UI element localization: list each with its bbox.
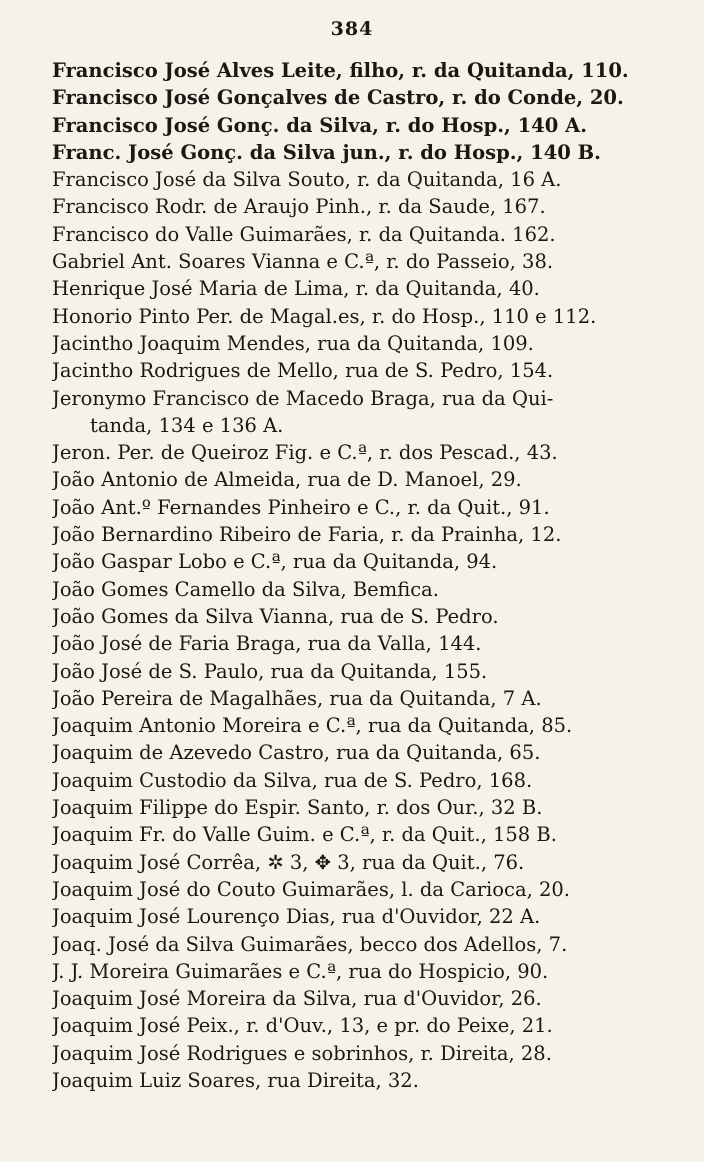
directory-entries <box>52 57 652 1094</box>
directory-entry: Jeronymo Francisco de Macedo Braga, rua da Qui- <box>52 386 554 410</box>
directory-entry: Francisco Rodr. de Araujo Pinh., r. da Saude, 167. <box>52 195 546 219</box>
directory-entry: Joaquim José Moreira da Silva, rua d'Ouvidor, 26. <box>52 987 542 1011</box>
directory-entry: Francisco José Gonçalves de Castro, r. do Conde, 20. <box>52 86 624 110</box>
directory-entry: Joaquim José Corrêa, ✲ 3, ✥ 3, rua da Quit., 76. <box>52 850 525 874</box>
directory-entry: Joaquim José Peix., r. d'Ouv., 13, e pr. do Peixe, 21. <box>52 1014 553 1038</box>
directory-entry: Gabriel Ant. Soares Vianna e C.ª, r. do Passeio, 38. <box>52 250 554 274</box>
directory-entry: Joaquim Antonio Moreira e C.ª, rua da Quitanda, 85. <box>52 714 573 738</box>
directory-entry: Joaquim Luiz Soares, rua Direita, 32. <box>52 1068 419 1092</box>
directory-entry: Honorio Pinto Per. de Magal.es, r. do Hosp., 110 e 112. <box>52 304 597 328</box>
directory-entry: João Pereira de Magalhães, rua da Quitanda, 7 A. <box>52 686 542 710</box>
directory-entry: Francisco do Valle Guimarães, r. da Quitanda. 162. <box>52 222 556 246</box>
directory-entry: Jacintho Rodrigues de Mello, rua de S. Pedro, 154. <box>52 359 554 383</box>
directory-entry: J. J. Moreira Guimarães e C.ª, rua do Hospicio, 90. <box>52 959 549 983</box>
directory-entry: Francisco José da Silva Souto, r. da Quitanda, 16 A. <box>52 168 562 192</box>
directory-entry: Francisco José Gonç. da Silva, r. do Hosp., 140 A. <box>52 113 588 137</box>
directory-entry: Jeron. Per. de Queiroz Fig. e C.ª, r. dos Pescad., 43. <box>52 441 558 465</box>
directory-entry: Joaquim Fr. do Valle Guim. e C.ª, r. da Quit., 158 B. <box>52 823 557 847</box>
directory-entry: João Gomes Camello da Silva, Bemfica. <box>52 577 439 601</box>
directory-entry: João Bernardino Ribeiro de Faria, r. da Prainha, 12. <box>52 523 562 547</box>
page-number: 384 <box>330 18 374 40</box>
directory-entry: Joaquim Filippe do Espir. Santo, r. dos Our., 32 B. <box>52 796 543 820</box>
directory-entry: João Antonio de Almeida, rua de D. Manoel, 29. <box>52 468 522 492</box>
directory-entry: Joaq. José da Silva Guimarães, becco dos Adellos, 7. <box>52 932 568 956</box>
directory-entry: Joaquim Custodio da Silva, rua de S. Pedro, 168. <box>52 768 533 792</box>
directory-entry: Francisco José Alves Leite, filho, r. da Quitanda, 110. <box>52 59 629 82</box>
directory-entry: João José de S. Paulo, rua da Quitanda, 155. <box>52 659 488 683</box>
directory-entry: João Ant.º Fernandes Pinheiro e C., r. da Quit., 91. <box>52 495 550 519</box>
directory-entry-continuation: tanda, 134 e 136 A. <box>90 413 284 437</box>
directory-entry: Joaquim José do Couto Guimarães, l. da Carioca, 20. <box>52 877 570 901</box>
directory-entry: Jacintho Joaquim Mendes, rua da Quitanda, 109. <box>52 331 534 355</box>
directory-entry: Henrique José Maria de Lima, r. da Quitanda, 40. <box>52 277 540 301</box>
directory-entry: Joaquim José Lourenço Dias, rua d'Ouvidor, 22 A. <box>52 905 541 929</box>
directory-entry: Joaquim de Azevedo Castro, rua da Quitanda, 65. <box>52 741 541 765</box>
directory-entry: João Gaspar Lobo e C.ª, rua da Quitanda, 94. <box>52 550 498 574</box>
directory-entry: Joaquim José Rodrigues e sobrinhos, r. Direita, 28. <box>52 1041 552 1065</box>
directory-entry: Franc. José Gonç. da Silva jun., r. do Hosp., 140 B. <box>52 140 601 164</box>
directory-entry: João Gomes da Silva Vianna, rua de S. Pedro. <box>52 604 499 628</box>
directory-entry: João José de Faria Braga, rua da Valla, 144. <box>52 632 482 656</box>
